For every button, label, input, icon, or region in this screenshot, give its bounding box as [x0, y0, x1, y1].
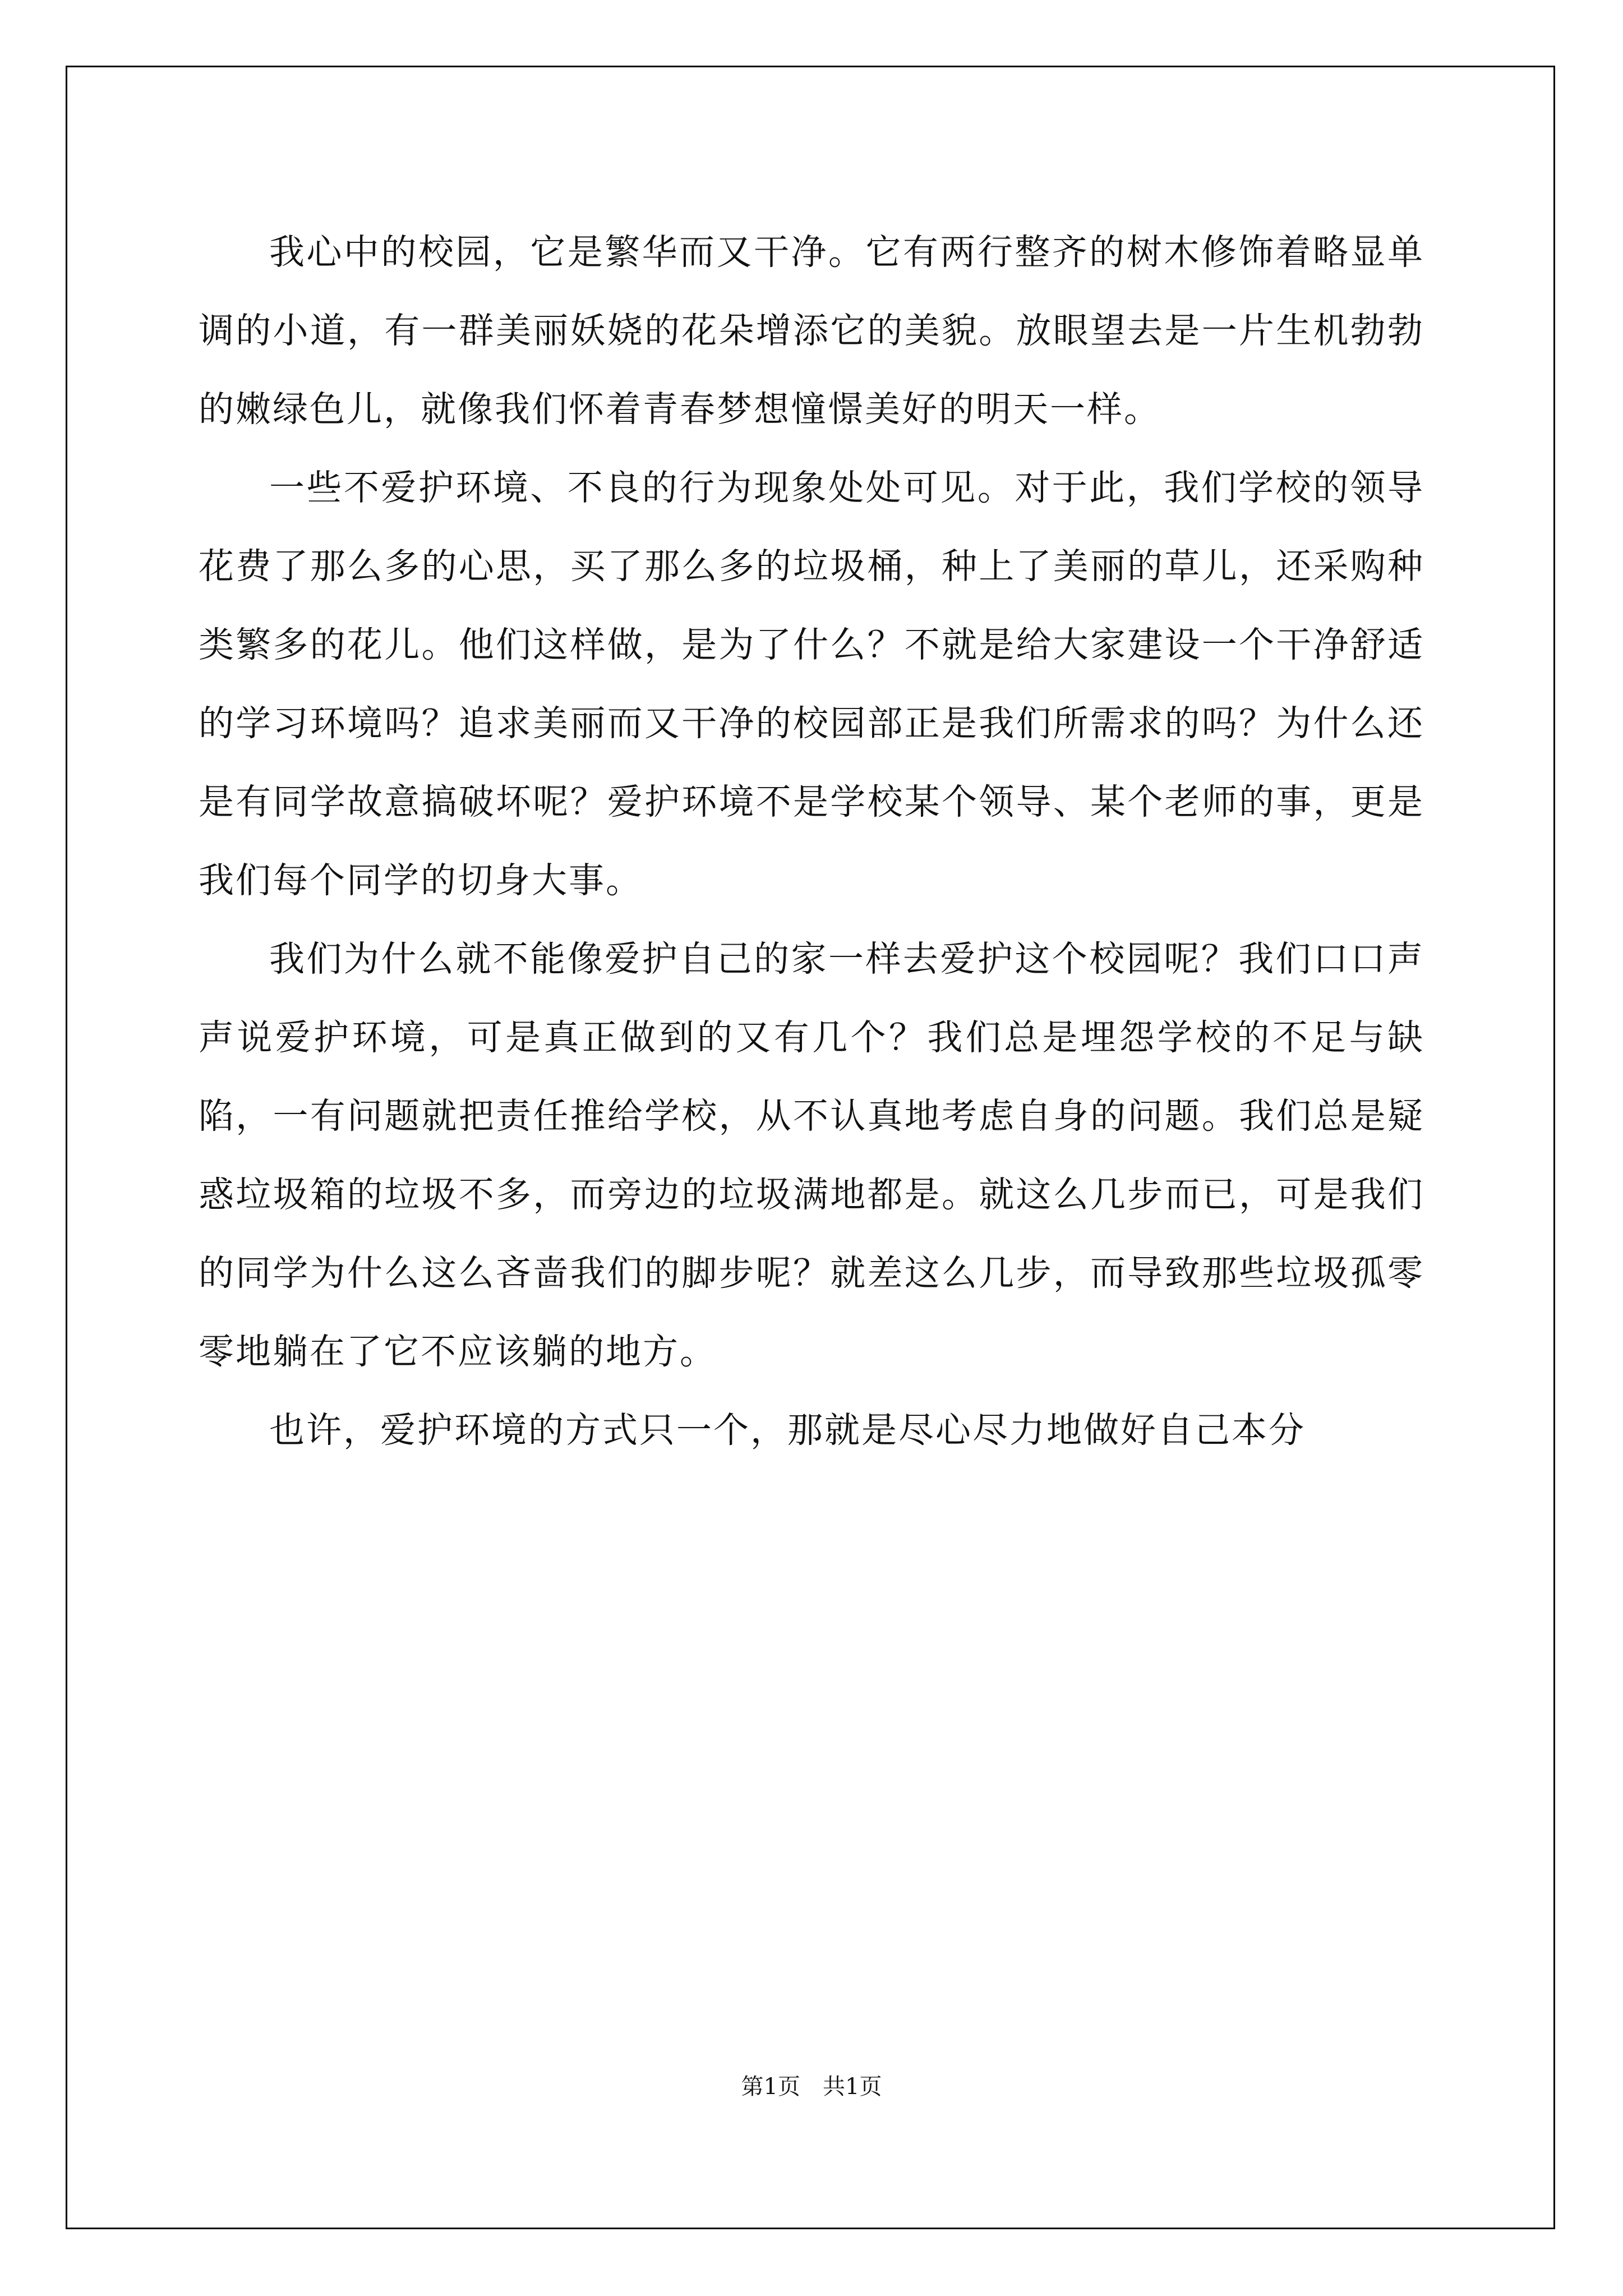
paragraph-3: 我们为什么就不能像爱护自己的家一样去爱护这个校园呢？我们口口声声说爱护环境，可是真正做到的又有几个？我们总是埋怨学校的不足与缺陷，一有问题就把责任推给学校，从不认真地考虑自身的问题。我们总是疑惑垃圾箱的垃圾不多，而旁边的垃圾满地都是。就这么几步而已，可是我们的同学为什么这么吝啬我们的脚步呢？就差这么几步，而导致那些垃圾孤零零地躺在了它不应该躺的地方。 — [199, 938, 1424, 1372]
paragraph-4: 也许，爱护环境的方式只一个，那就是尽心尽力地做好自己本分 — [269, 1410, 1306, 1451]
page-number-footer: 第1页 共1页 — [741, 2074, 882, 2100]
document-body — [199, 213, 1424, 1470]
paragraph-1: 我心中的校园，它是繁华而又干净。它有两行整齐的树木修饰着略显单调的小道，有一群美丽妖娆的花朵增添它的美貌。放眼望去是一片生机勃勃的嫩绿色儿，就像我们怀着青春梦想憧憬美好的明天一样。 — [199, 232, 1424, 430]
paragraph-2: 一些不爱护环境、不良的行为现象处处可见。对于此，我们学校的领导花费了那么多的心思，买了那么多的垃圾桶，种上了美丽的草儿，还采购种类繁多的花儿。他们这样做，是为了什么？不就是给大家建设一个干净舒适的学习环境吗？追求美丽而又干净的校园部正是我们所需求的吗？为什么还是有同学故意搞破坏呢？爱护环境不是学校某个领导、某个老师的事，更是我们每个同学的切身大事。 — [199, 467, 1424, 901]
